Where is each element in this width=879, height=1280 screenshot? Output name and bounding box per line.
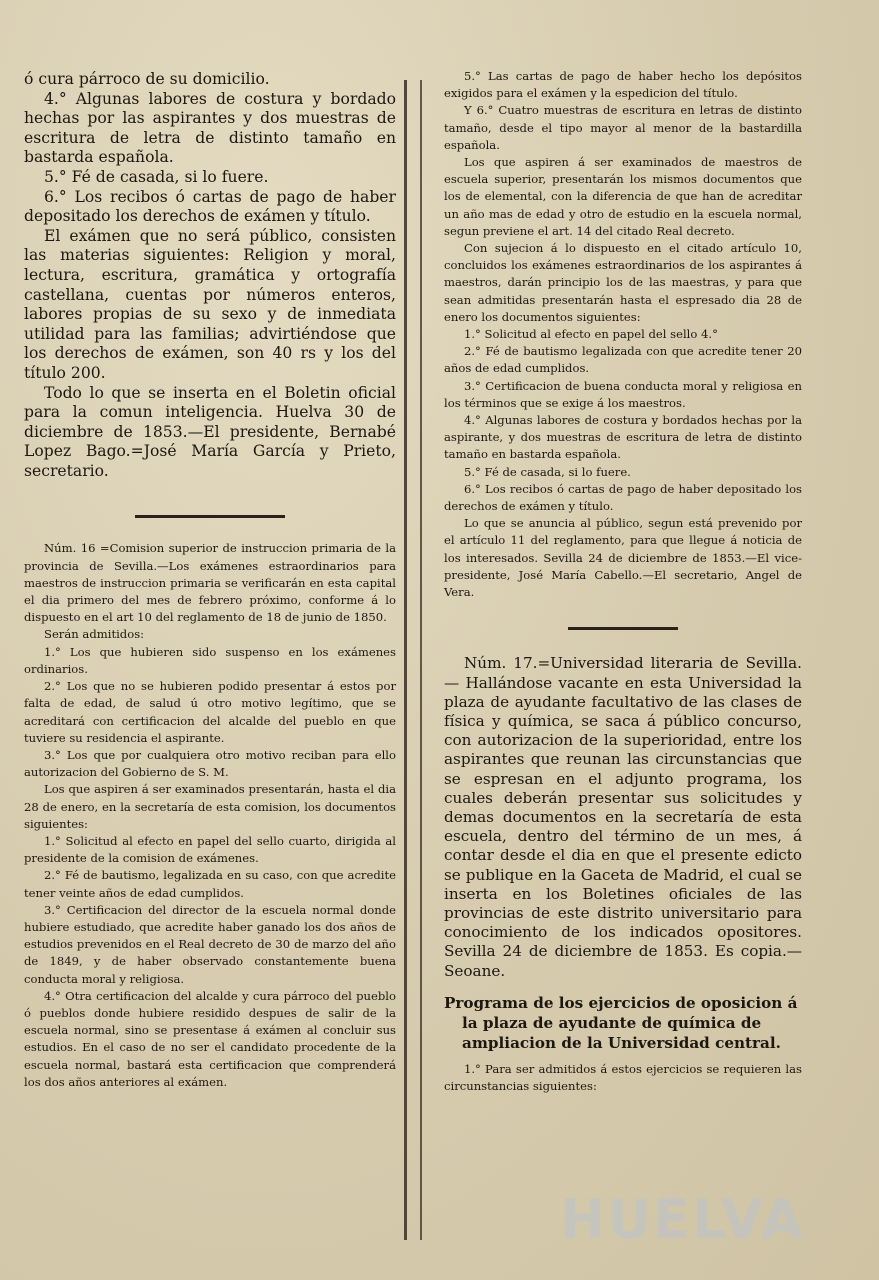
paragraph: 1.° Solicitud al efecto en papel del sello cuarto, dirigida al presidente de la comision de exámenes. xyxy=(24,833,396,866)
left-column xyxy=(24,0,396,1091)
paragraph-num17: Núm. 17.=Universidad literaria de Sevilla.— Hallándose vacante en esta Universidad la plaza de ayudante facultativo de las clases de física y química, se saca á público concurso, con autorizacion de la superioridad, entre los aspirantes que reunan las circunstancias que se espresan en el adjunto programa, los cuales deberán presentar sus solicitudes y demas documentos en la secretaría de esta escuela, dentro del término de un mes, á contar desde el dia en que el presente edicto se publique en la Gaceta de Madrid, el cual se inserta en los Boletines oficiales de las provincias de este distrito universitario para conocimiento de los indicados opositores. Sevilla 24 de diciembre de 1853. Es copia.—Seoane. xyxy=(444,654,802,980)
paragraph: Lo que se anuncia al público, segun está prevenido por el artículo 11 del reglamento, para que llegue á noticia de los interesados. Sevilla 24 de diciembre de 1853.—El vice-presidente, José María Cabello.—El secretario, Angel de Vera. xyxy=(444,516,802,600)
paragraph: 4.° Algunas labores de costura y bordados hechas por la aspirante, y dos muestras de escritura de letra de distinto tamaño en bastarda española. xyxy=(444,413,802,462)
paragraph: 3.° Certificacion del director de la escuela normal donde hubiere estudiado, que acredite haber ganado los dos años de estudios prevenidos en el Real decreto de 30 de marzo del año de 1849, y de haber observado constantemente buena conducta moral y religiosa. xyxy=(24,902,396,986)
paragraph: 4.° Algunas labores de costura y bordado hechas por las aspirantes y dos muestras de escritura de letra de distinto tamaño en bastarda española. xyxy=(24,89,396,167)
paragraph: 2.° Fé de bautismo legalizada con que acredite tener 20 años de edad cumplidos. xyxy=(444,344,802,376)
paragraph: 2.° Los que no se hubieren podido presentar á estos por falta de edad, de salud ú otro motivo legítimo, que se acreditará con certificacion del alcalde del pueblo en que tuviere su residencia el aspirante. xyxy=(24,679,396,745)
paragraph: 6.° Los recibos ó cartas de pago de haber depositado los derechos de exámen y título. xyxy=(24,187,396,226)
paragraph: 1.° Los que hubieren sido suspenso en los exámenes ordinarios. xyxy=(24,644,396,676)
paragraph: Y 6.° Cuatro muestras de escritura en letras de distinto tamaño, desde el tipo mayor al menor de la bastardilla española. xyxy=(444,103,802,152)
paragraph: Núm. 16 =Comision superior de instruccion primaria de la provincia de Sevilla.—Los exámenes estraordinarios para maestros de instruccion primaria se verificarán en esta capital el dia primero del mes de febrero próximo, conforme á lo dispuesto en el art 10 del reglamento de 18 de junio de 1850. xyxy=(24,541,396,625)
paragraph: ó cura párroco de su domicilio. xyxy=(24,70,270,88)
paragraph: 1.° Solicitud al efecto en papel del sello 4.° xyxy=(464,327,718,342)
paragraph: 2.° Fé de bautismo, legalizada en su caso, con que acredite tener veinte años de edad cumplidos. xyxy=(24,868,396,900)
paragraph: Los que aspiren á ser examinados presentarán, hasta el dia 28 de enero, en la secretaría de esta comision, los documentos siguientes: xyxy=(24,782,396,831)
paragraph: 5.° Fé de casada, si lo fuere. xyxy=(44,167,269,186)
paragraph: El exámen que no será público, consisten las materias siguientes: Religion y moral, lectura, escritura, gramática y ortografía castellana, cuentas por números enteros, labores propias de su sexo y de inmediata utilidad para las familias; advirtiéndose que los derechos de exámen, son 40 rs y los del título 200. xyxy=(24,226,396,382)
paragraph: Serán admitidos: xyxy=(44,627,145,642)
program-heading: Programa de los ejercicios de oposicion á la plaza de ayudante de química de ampliacion de la Universidad central. xyxy=(444,993,798,1052)
paragraph: 5.° Las cartas de pago de haber hecho los depósitos exigidos para el exámen y la espedicion del título. xyxy=(444,69,802,101)
paragraph: 6.° Los recibos ó cartas de pago de haber depositado los derechos de exámen y título. xyxy=(444,481,802,514)
paragraph: 4.° Otra certificacion del alcalde y cura párroco del pueblo ó pueblos donde hubiere residido despues de salir de la escuela normal, sino se presentase á exámen al concluir sus estudios. En el caso de no ser el candidato procedente de la escuela normal, bastará esta certificacion que comprenderá los dos años anteriores al exámen. xyxy=(24,988,396,1089)
paragraph: Con sujecion á lo dispuesto en el citado artículo 10, concluidos los exámenes estraordinarios de los aspirantes á maestros, darán principio los de las maestras, y para que sean admitidas presentarán hasta el espresado dia 28 de enero los documentos siguientes: xyxy=(444,241,802,324)
paragraph: 3.° Los que por cualquiera otro motivo reciban para ello autorizacion del Gobierno de S. M. xyxy=(24,747,396,780)
paragraph: 5.° Fé de casada, si lo fuere. xyxy=(464,464,631,479)
paragraph: 3.° Certificacion de buena conducta moral y religiosa en los términos que se exige á los maestros. xyxy=(444,378,802,410)
column-divider xyxy=(404,80,407,1240)
column-divider-inner xyxy=(420,80,422,1240)
paragraph: 1.° Para ser admitidos á estos ejercicios se requieren las circunstancias siguientes: xyxy=(444,1061,802,1093)
paragraph: Todo lo que se inserta en el Boletin oficial para la comun inteligencia. Huelva 30 de diciembre de 1853.—El presidente, Bernabé Lopez Bago.=José María García y Prieto, secretario. xyxy=(24,383,396,480)
right-column xyxy=(444,0,802,1095)
paragraph: Los que aspiren á ser examinados de maestros de escuela superior, presentarán los mismos documentos que los de elemental, con la diferencia de que han de acreditar un año mas de edad y otro de estudio en la escuela normal, segun previene el art. 14 del citado Real decreto. xyxy=(444,155,802,238)
watermark: HUELVA xyxy=(560,1188,805,1251)
